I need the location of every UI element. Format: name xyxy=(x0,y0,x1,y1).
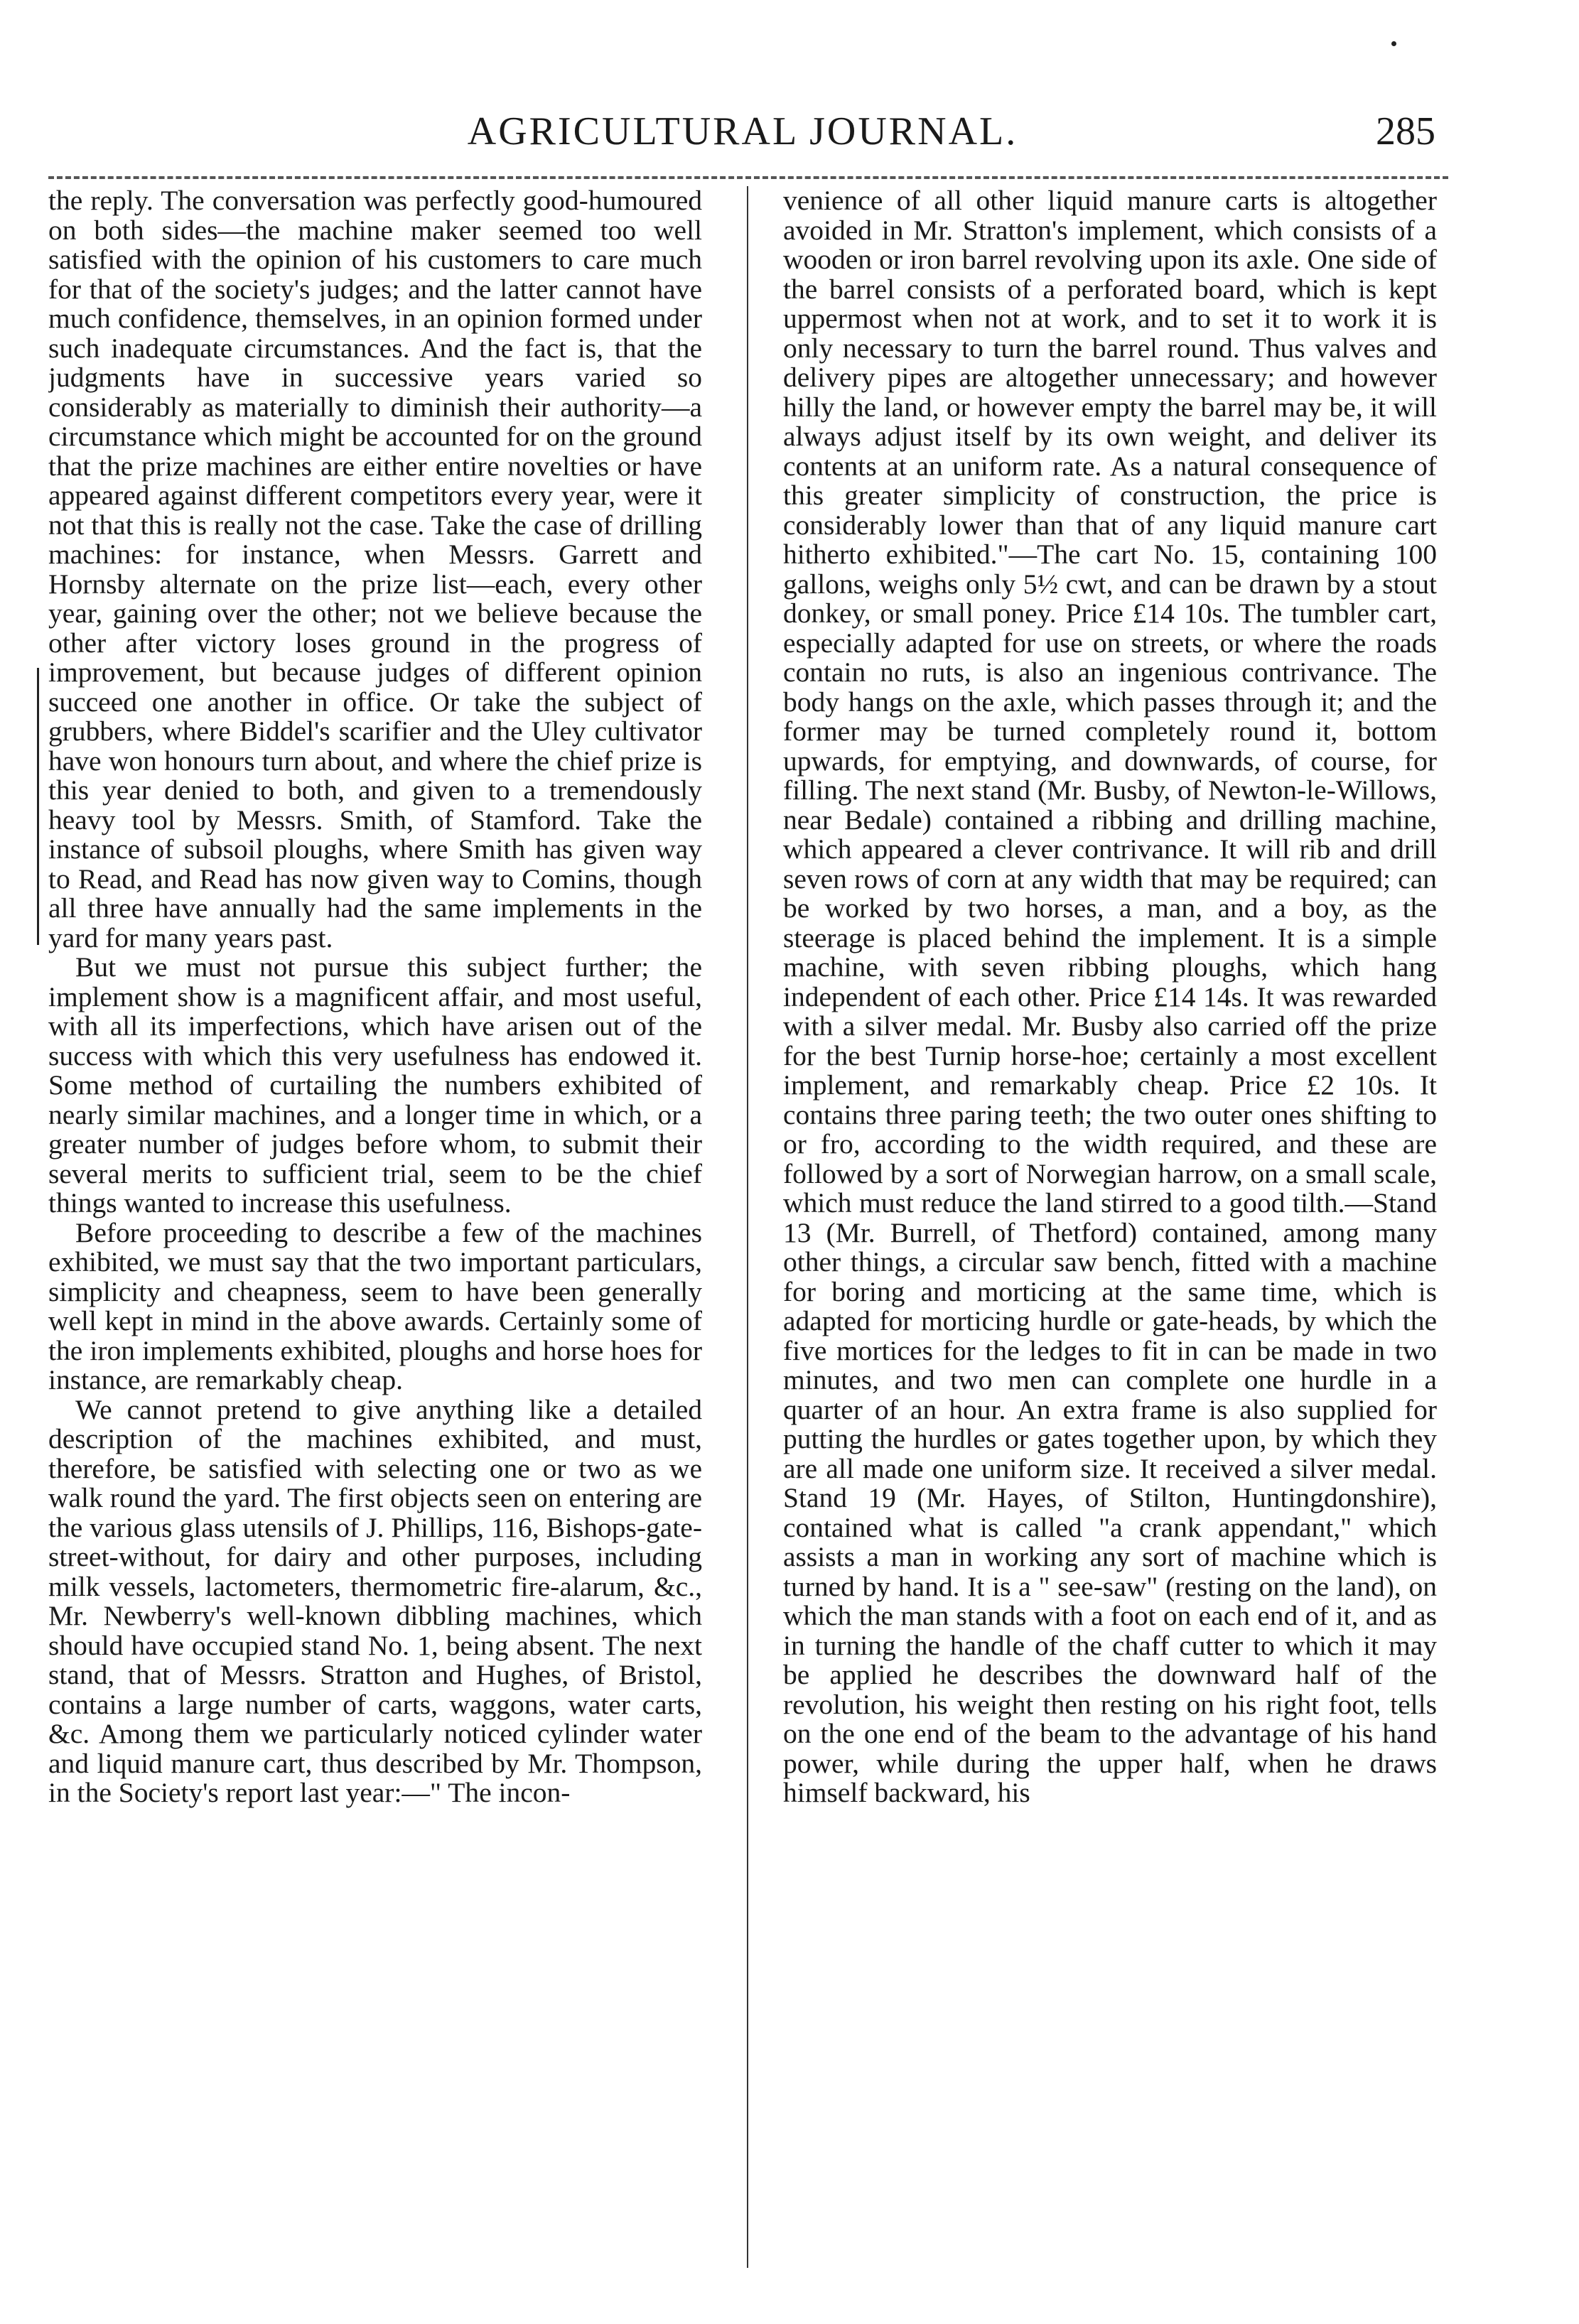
page-header xyxy=(36,107,1450,163)
column-divider xyxy=(747,186,748,2268)
paragraph: We cannot pretend to give anything like a detailed description of the machines exhibited, and must, therefore, be satisfied with selecting one or two as we walk round the yard. The first objects seen on entering are the various glass utensils of J. Phillips, 116, Bishops-gate-street-without, for dairy and other purposes, including milk vessels, lactometers, thermometric fire-alarum, &c., Mr. Newberry's well-known dibbling machines, which should have occupied stand No. 1, being absent. The next stand, that of Messrs. Stratton and Hughes, of Bristol, contains a large number of carts, waggons, water carts, &c. Among them we particularly noticed cylinder water and liquid manure cart, thus described by Mr. Thompson, in the Society's report last year:—" The incon- xyxy=(48,1393,702,1808)
page-number: 285 xyxy=(1376,109,1435,153)
left-column xyxy=(48,186,702,2268)
ink-speck xyxy=(1391,41,1396,46)
paragraph: the reply. The conversation was perfectly good-humoured on both sides—the machine maker seemed too well satisfied with the opinion of his customers to care much for that of the society's judges; and the latter cannot have much confidence, themselves, in an opinion formed under such inadequate circumstances. And the fact is, that the judgments have in successive years varied so considerably as materially to diminish their authority—a circumstance which might be accounted for on the ground that the prize machines are either entire novelties or have appeared against different competitors every year, were it not that this is really not the case. Take the case of drilling machines: for instance, when Messrs. Garrett and Hornsby alternate on the prize list—each, every other year, gaining over the other; not we believe because the other after victory loses ground in the progress of improvement, but because judges of different opinion succeed one another in office. Or take the subject of grubbers, where Biddel's scarifier and the Uley cultivator have won honours turn about, and where the chief prize is this year denied to both, and given to a tremendously heavy tool by Messrs. Smith, of Stamford. Take the instance of subsoil ploughs, where Smith has given way to Read, and Read has now given way to Comins, though all three have annually had the same implements in the yard for many years past. xyxy=(48,186,702,953)
paragraph: venience of all other liquid manure carts is altogether avoided in Mr. Stratton's implement, which consists of a wooden or iron barrel revolving upon its axle. One side of the barrel consists of a perforated board, which is kept uppermost when not at work, and to set it to work it is only necessary to turn the barrel round. Thus valves and delivery pipes are altogether unnecessary; and however hilly the land, or however empty the barrel may be, it will always adjust itself by its own weight, and deliver its contents at an uniform rate. As a natural consequence of this greater simplicity of construction, the price is considerably lower than that of any liquid manure cart hitherto exhibited."—The cart No. 15, containing 100 gallons, weighs only 5½ cwt, and can be drawn by a stout donkey, or small poney. Price £14 10s. The tumbler cart, especially adapted for use on streets, or where the roads contain no ruts, is also an ingenious contrivance. The body hangs on the axle, which passes through it; and the former may be turned completely round it, bottom upwards, for emptying, and downwards, of course, for filling. The next stand (Mr. Busby, of Newton-le-Willows, near Bedale) contained a ribbing and drilling machine, which appeared a clever contrivance. It will rib and drill seven rows of corn at any width that may be required; can be worked by two horses, a man, and a boy, as the steerage is placed behind the implement. It is a simple machine, with seven ribbing ploughs, which hang independent of each other. Price £14 14s. It was rewarded with a silver medal. Mr. Busby also carried off the prize for the best Turnip horse-hoe; certainly a most excellent implement, and remarkably cheap. Price £2 10s. It contains three paring teeth; the two outer ones shifting to or fro, according to the width required, and these are followed by a sort of Norwegian harrow, on a small scale, which must reduce the land stirred to a good tilth.—Stand 13 (Mr. Burrell, of Thetford) contained, among many other things, a circular saw bench, fitted with a machine for boring and morticing at the same time, which is adapted for morticing hurdle or gate-heads, by which the five mortices for the ledges to fit in can be made in two minutes, and two men can complete one hurdle in a quarter of an hour. An extra frame is also supplied for putting the hurdles or gates together upon, by which they are all made one uniform size. It received a silver medal. Stand 19 (Mr. Hayes, of Stilton, Huntingdonshire), contained what is called "a crank appendant," which assists a man in working any sort of machine which is turned by hand. It is a " see-saw" (resting on the land), on which the man stands with a foot on each end of it, and as in turning the handle of the chaff cutter to which it may be applied he describes the downward half of the revolution, his weight then resting on his right foot, tells on the one end of the beam to the advantage of his hand power, while during the upper half, when he draws himself backward, his xyxy=(783,186,1437,1808)
margin-line-mark xyxy=(37,668,39,945)
paragraph: Before proceeding to describe a few of the machines exhibited, we must say that the two important particulars, simplicity and cheapness, seem to have been generally well kept in mind in the above awards. Certainly some of the iron implements exhibited, ploughs and horse hoes for instance, are remarkably cheap. xyxy=(48,1216,702,1395)
header-rule xyxy=(48,176,1448,179)
running-title: AGRICULTURAL JOURNAL. xyxy=(467,109,1018,153)
paragraph: But we must not pursue this subject further; the implement show is a magnificent affair, and most useful, with all its imperfections, which have arisen out of the success with which this very usefulness has endowed it. Some method of curtailing the numbers exhibited of nearly similar machines, and a longer time in which, or a greater number of judges before whom, to submit their several merits to sufficient trial, seem to be the chief things wanted to increase this usefulness. xyxy=(48,951,702,1218)
right-column xyxy=(783,186,1437,2268)
